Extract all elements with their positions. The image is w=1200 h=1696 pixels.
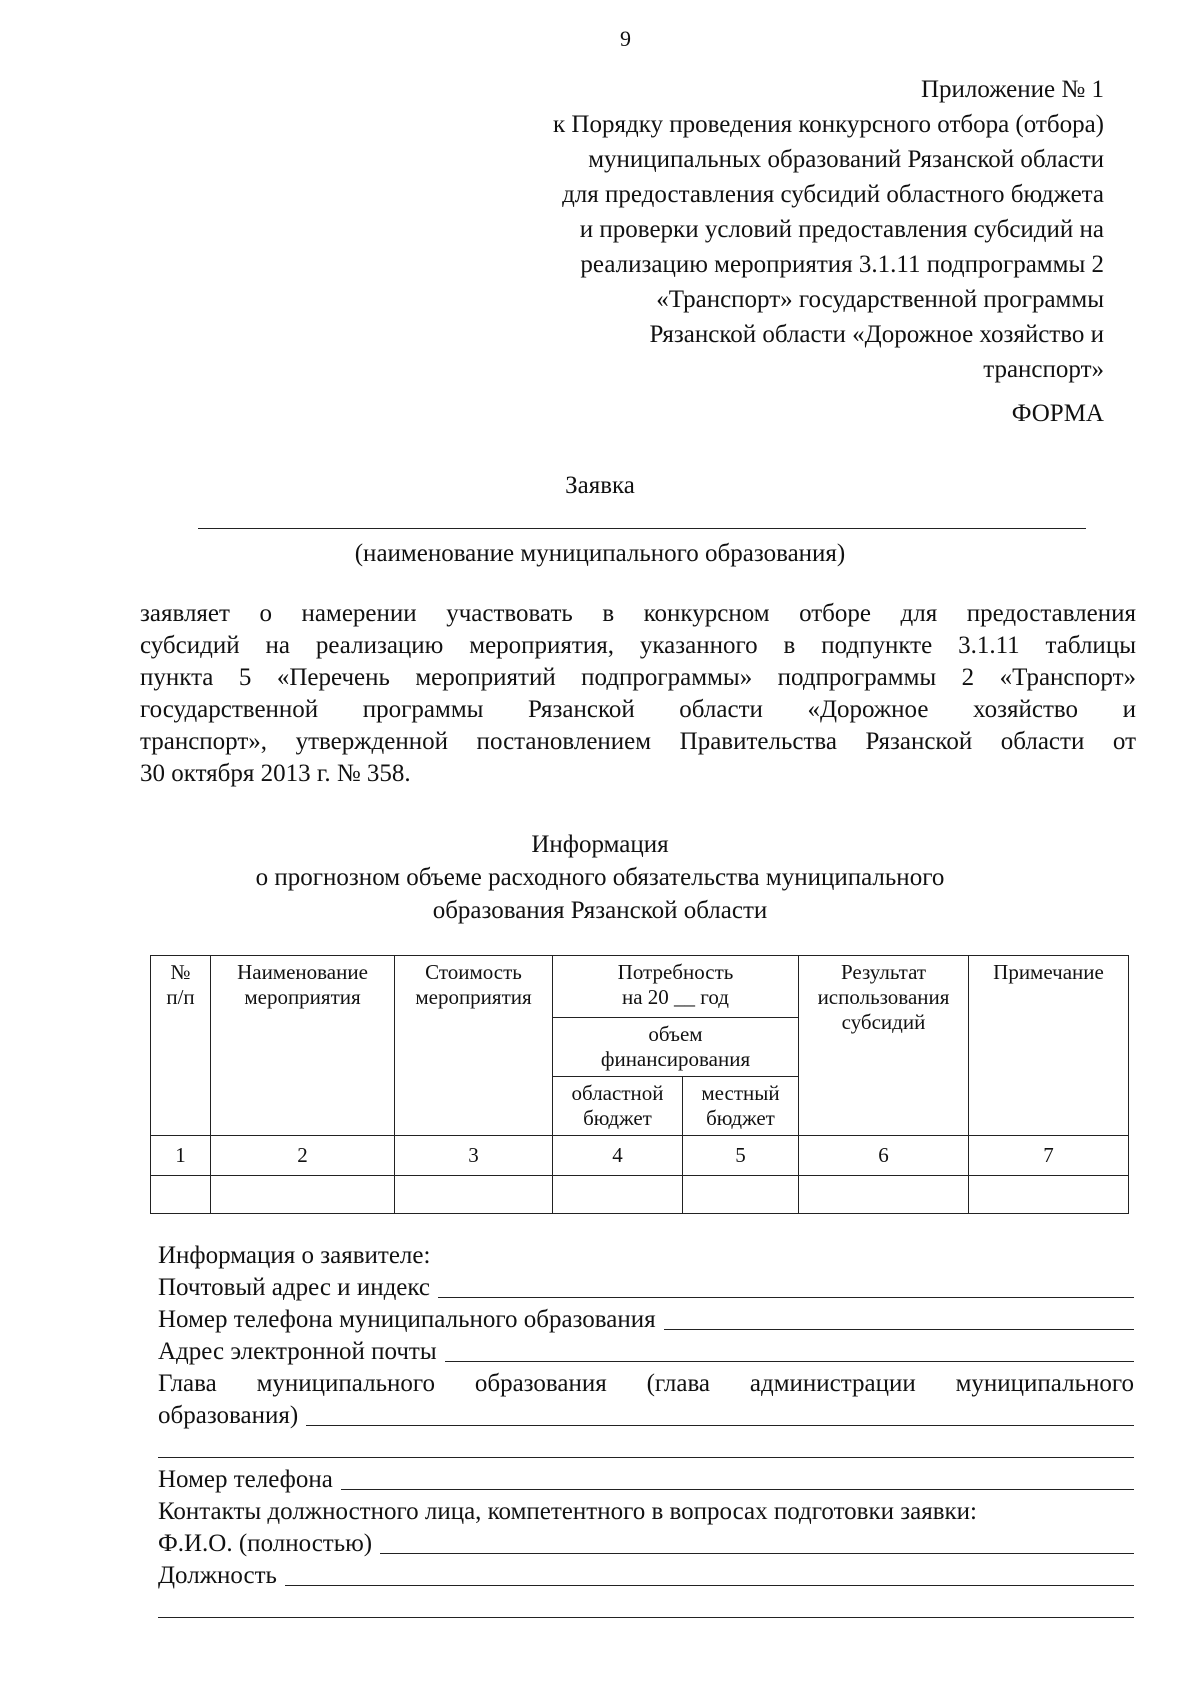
header-text: объем [648,1022,703,1046]
header-number [151,956,211,1136]
statement-line: пункта 5 «Перечень мероприятий подпрограммы» подпрограммы 2 «Транспорт» [140,664,1136,691]
header-volume [553,1018,799,1077]
header-result [799,956,969,1136]
info-title-line: о прогнозном объеме расходного обязательства муниципального [255,864,945,891]
form-label: ФОРМА [1011,400,1104,427]
appendix-line: «Транспорт» государственной программы [656,286,1104,313]
fio-label: Ф.И.О. (полностью) [158,1530,373,1557]
header-note [969,956,1129,1136]
postal-row [158,1272,1134,1304]
header-text: № [170,960,191,984]
postal-field[interactable] [438,1297,1134,1298]
municipality-phone-field[interactable] [664,1329,1134,1330]
header-text: Стоимость [425,960,522,984]
header-text: областной [571,1081,664,1105]
appendix-line: транспорт» [983,356,1104,383]
email-label: Адрес электронной почты [158,1338,437,1365]
statement-line: транспорт», утвержденной постановлением Правительства Рязанской области от [140,728,1136,755]
contacts-row [158,1496,1134,1528]
header-text: использования [817,985,950,1009]
column-number: 3 [395,1136,553,1176]
column-number: 7 [969,1136,1129,1176]
appendix-line: муниципальных образований Рязанской области [588,146,1104,173]
phone-field[interactable] [341,1489,1134,1490]
header-name [211,956,395,1136]
appendix-line: к Порядку проведения конкурсного отбора (отбора) [553,111,1104,138]
header-text: Результат [840,960,927,984]
empty-cell[interactable] [553,1176,683,1214]
column-number: 1 [151,1136,211,1176]
empty-cell[interactable] [151,1176,211,1214]
header-regional-budget [553,1077,683,1136]
position-field-continuation[interactable] [158,1617,1134,1618]
applicant-heading: Информация о заявителе: [158,1242,431,1269]
header-text: бюджет [583,1106,652,1130]
position-field[interactable] [285,1585,1134,1586]
phone-label: Номер телефона [158,1466,333,1493]
email-row [158,1336,1134,1368]
column-number: 2 [211,1136,395,1176]
info-title-line: образования Рязанской области [432,897,768,924]
header-text: субсидий [841,1010,926,1034]
email-field[interactable] [445,1361,1134,1362]
statement-line: заявляет о намерении участвовать в конкурсном отборе для предоставления [140,600,1136,627]
header-text: мероприятия [415,985,532,1009]
applicant-heading-row [158,1240,1134,1272]
contacts-label: Контакты должностного лица, компетентного в вопросах подготовки заявки: [158,1498,977,1525]
empty-cell[interactable] [683,1176,799,1214]
header-cost [395,956,553,1136]
budget-table [150,955,1129,1214]
header-text: Потребность [617,960,734,984]
fio-row [158,1528,1134,1560]
head-label-line2: образования) [158,1402,299,1429]
statement-line: государственной программы Рязанской области «Дорожное хозяйство и [140,696,1136,723]
header-text: п/п [166,985,195,1009]
info-title [0,828,1200,927]
municipality-name-caption: (наименование муниципального образования) [354,540,846,567]
appendix-line: и проверки условий предоставления субсидий на [579,216,1104,243]
empty-cell[interactable] [395,1176,553,1214]
applicant-info [158,1240,1134,1624]
position-row [158,1560,1134,1592]
header-text: Наименование [237,960,368,984]
head-row-2 [158,1400,1134,1432]
position-row-blank [158,1592,1134,1624]
column-number: 4 [553,1136,683,1176]
empty-cell[interactable] [799,1176,969,1214]
header-text: местный [701,1081,780,1105]
municipality-name-field[interactable] [198,528,1086,529]
postal-label: Почтовый адрес и индекс [158,1274,431,1301]
position-label: Должность [158,1562,277,1589]
empty-cell[interactable] [969,1176,1129,1214]
info-title-line: Информация [531,831,669,858]
statement-paragraph [140,598,1136,790]
header-text: Примечание [993,960,1104,984]
column-number: 6 [799,1136,969,1176]
fio-field[interactable] [380,1553,1134,1554]
page-number: 9 [620,26,631,51]
head-row-blank [158,1432,1134,1464]
header-text: финансирования [600,1047,751,1071]
header-local-budget [683,1077,799,1136]
appendix-line: Приложение № 1 [920,76,1104,103]
header-need [553,956,799,1018]
head-field-continuation[interactable] [158,1457,1134,1458]
head-label-line1: Глава муниципального образования (глава администрации муниципального [158,1370,1134,1397]
statement-line: 30 октября 2013 г. № 358. [140,760,411,787]
head-row [158,1368,1134,1400]
column-number: 5 [683,1136,799,1176]
appendix-line: Рязанской области «Дорожное хозяйство и [649,321,1104,348]
municipality-phone-row [158,1304,1134,1336]
header-text: бюджет [706,1106,775,1130]
appendix-header [384,72,1104,387]
empty-cell[interactable] [211,1176,395,1214]
header-text: мероприятия [244,985,361,1009]
phone-row [158,1464,1134,1496]
header-text: на 20 __ год [622,985,729,1009]
statement-line: субсидий на реализацию мероприятия, указанного в подпункте 3.1.11 таблицы [140,632,1136,659]
appendix-line: для предоставления субсидий областного бюджета [562,181,1104,208]
head-field[interactable] [306,1425,1134,1426]
document-title: Заявка [565,472,635,499]
appendix-line: реализацию мероприятия 3.1.11 подпрограммы 2 [580,251,1104,278]
municipality-phone-label: Номер телефона муниципального образования [158,1306,656,1333]
